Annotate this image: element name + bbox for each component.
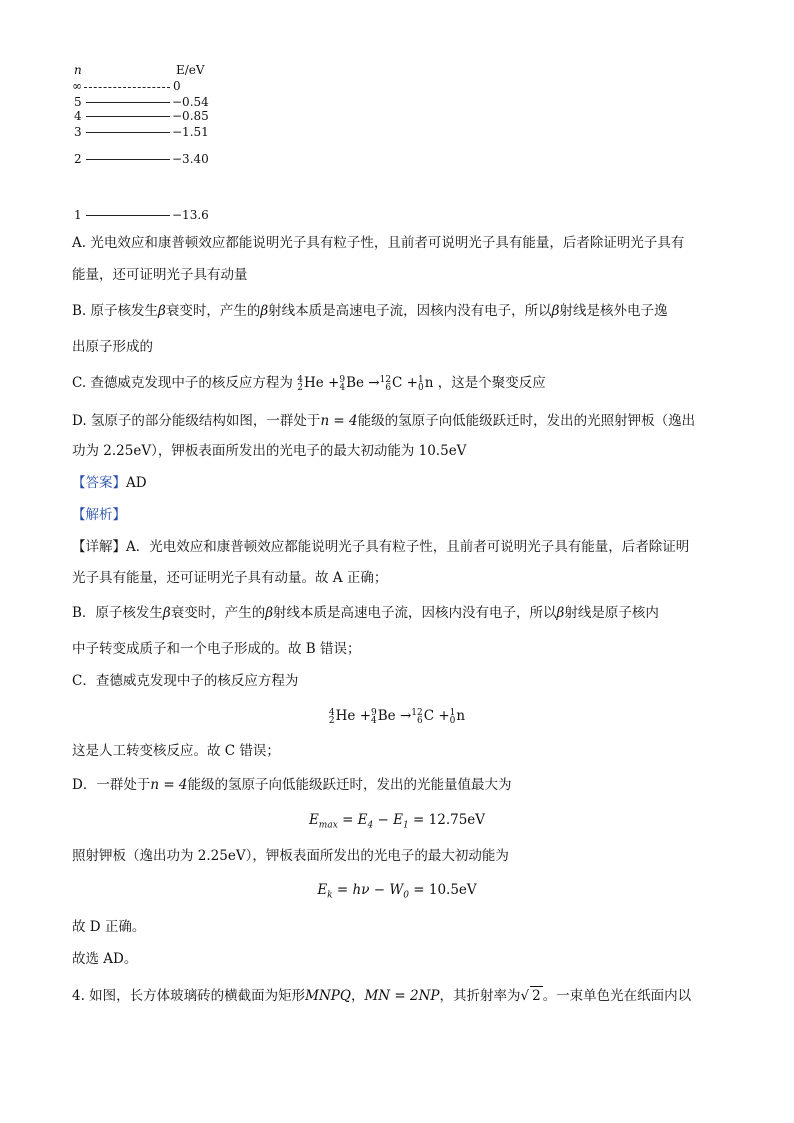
level-e: 0 xyxy=(173,79,181,93)
option-d-line1 xyxy=(72,412,695,430)
rect-label: MNPQ xyxy=(305,988,351,1004)
n-header: n xyxy=(74,63,82,77)
level-n: 5 xyxy=(74,95,82,109)
level-line-2 xyxy=(86,159,170,160)
analysis-tag: 【解析】 xyxy=(72,507,126,523)
level-e: −0.85 xyxy=(172,109,209,123)
analysis-d-line3: 故 D 正确。 xyxy=(72,919,146,935)
text: 衰变时，产生的 xyxy=(165,303,261,319)
answer-tag: 【答案】 xyxy=(72,475,126,491)
n-equals-4: n = 4 xyxy=(150,777,188,793)
analysis-nuclear-equation: 4 2 He + 9 4 Be → 12 6 C + 1 0 n xyxy=(328,707,466,726)
ratio-equation: MN = 2NP xyxy=(364,988,440,1004)
text: C. 查德威克发现中子的核反应方程为 xyxy=(72,375,293,391)
level-e: −13.6 xyxy=(172,208,209,222)
detail-tag: 【详解】 xyxy=(72,539,126,555)
analysis-d-line2: 照射钾板（逸出功为 2.25eV），钾板表面所发出的光电子的最大初动能为 xyxy=(72,848,509,864)
option-d-line2: 功为 2.25eV），钾板表面所发出的光电子的最大初动能为 10.5eV xyxy=(72,443,467,459)
beta-symbol: β xyxy=(265,605,274,621)
level-line-4 xyxy=(86,116,170,117)
nuclear-equation: 4 2 He + 9 4 Be → 12 6 C + 1 0 n xyxy=(297,374,434,393)
analysis-b-line1 xyxy=(72,604,659,622)
level-n: 3 xyxy=(74,125,82,139)
ek-equation: $E_k = h\nu - W_0 = 10.5eV$ xyxy=(317,882,477,901)
option-a-line2: 能量，还可证明光子具有动量 xyxy=(72,267,248,283)
text: 4. 如图，长方体玻璃砖的横截面为矩形 xyxy=(72,988,306,1004)
analysis-b-line2: 中子转变成质子和一个电子形成的。故 B 错误； xyxy=(72,641,361,657)
analysis-a-line2: 光子具有能量，还可证明光子具有动量。故 A 正确； xyxy=(72,570,388,586)
sqrt-value: 2 xyxy=(532,988,541,1004)
beta-symbol: β xyxy=(551,303,560,319)
text: D．一群处于 xyxy=(72,777,151,793)
text: 能级的氢原子向低能级跃迁时，发出的光能量值最大为 xyxy=(187,777,512,793)
energy-level-diagram xyxy=(72,62,232,222)
n-equals-4: n = 4 xyxy=(320,413,358,429)
level-e: −0.54 xyxy=(172,95,209,109)
answer-value: AD xyxy=(126,475,147,491)
text: 射线本质是高速电子流，因核内没有电子，所以 xyxy=(273,605,557,621)
text: 。一束单色光在纸面内以 xyxy=(542,988,692,1004)
final-answer-line: 故选 AD。 xyxy=(72,951,138,967)
option-b-line1 xyxy=(72,302,667,320)
beta-symbol: β xyxy=(162,605,171,621)
text: B．原子核发生 xyxy=(72,605,163,621)
option-b-line2: 出原子形成的 xyxy=(72,339,153,355)
beta-symbol: β xyxy=(556,605,565,621)
option-c-line xyxy=(72,374,546,392)
text: B. 原子核发生 xyxy=(72,303,159,319)
level-n: ∞ xyxy=(72,79,82,93)
level-line-5 xyxy=(86,102,170,103)
text: 射线本质是高速电子流，因核内没有电子，所以 xyxy=(268,303,552,319)
answer-line xyxy=(72,474,147,492)
level-line-inf xyxy=(84,87,170,88)
analysis-d-line1 xyxy=(72,776,512,794)
text: ， xyxy=(350,988,365,1004)
level-e: −3.40 xyxy=(172,152,209,166)
level-n: 1 xyxy=(74,208,82,222)
text: A．光电效应和康普顿效应都能说明光子具有粒子性，且前者可说明光子具有能量，后者除证明 xyxy=(126,539,690,555)
level-e: −1.51 xyxy=(172,125,209,139)
text: ，这是个聚变反应 xyxy=(437,375,546,391)
beta-symbol: β xyxy=(260,303,269,319)
text: ，其折射率为 xyxy=(439,988,521,1004)
level-n: 4 xyxy=(74,109,82,123)
e-header: E/eV xyxy=(176,63,205,77)
level-n: 2 xyxy=(74,152,82,166)
level-line-3 xyxy=(86,132,170,133)
analysis-c-line1: C．查德威克发现中子的核反应方程为 xyxy=(72,673,299,689)
analysis-c-line2: 这是人工转变核反应。故 C 错误； xyxy=(72,743,280,759)
text: 衰变时，产生的 xyxy=(170,605,266,621)
analysis-a-line1 xyxy=(72,538,689,556)
question-4-line: 4. 如图，长方体玻璃砖的横截面为矩形MNPQ，MN = 2NP，其折射率为√ 2 。一束单色光在纸面内以 xyxy=(72,988,692,1004)
text: 射线是核外电子逸 xyxy=(559,303,668,319)
text: D. 氢原子的部分能级结构如图，一群处于 xyxy=(72,413,321,429)
text: 射线是原子核内 xyxy=(564,605,659,621)
level-line-1 xyxy=(86,215,170,216)
beta-symbol: β xyxy=(158,303,166,319)
text: 能级的氢原子向低能级跃迁时，发出的光照射钾板（逸出 xyxy=(357,413,696,429)
option-a-line1: A. 光电效应和康普顿效应都能说明光子具有粒子性，且前者可说明光子具有能量，后者除证明光子具有 xyxy=(72,235,685,251)
emax-equation: $E_{max} = E_4 - E_1 = 12.75eV$ xyxy=(308,812,486,831)
